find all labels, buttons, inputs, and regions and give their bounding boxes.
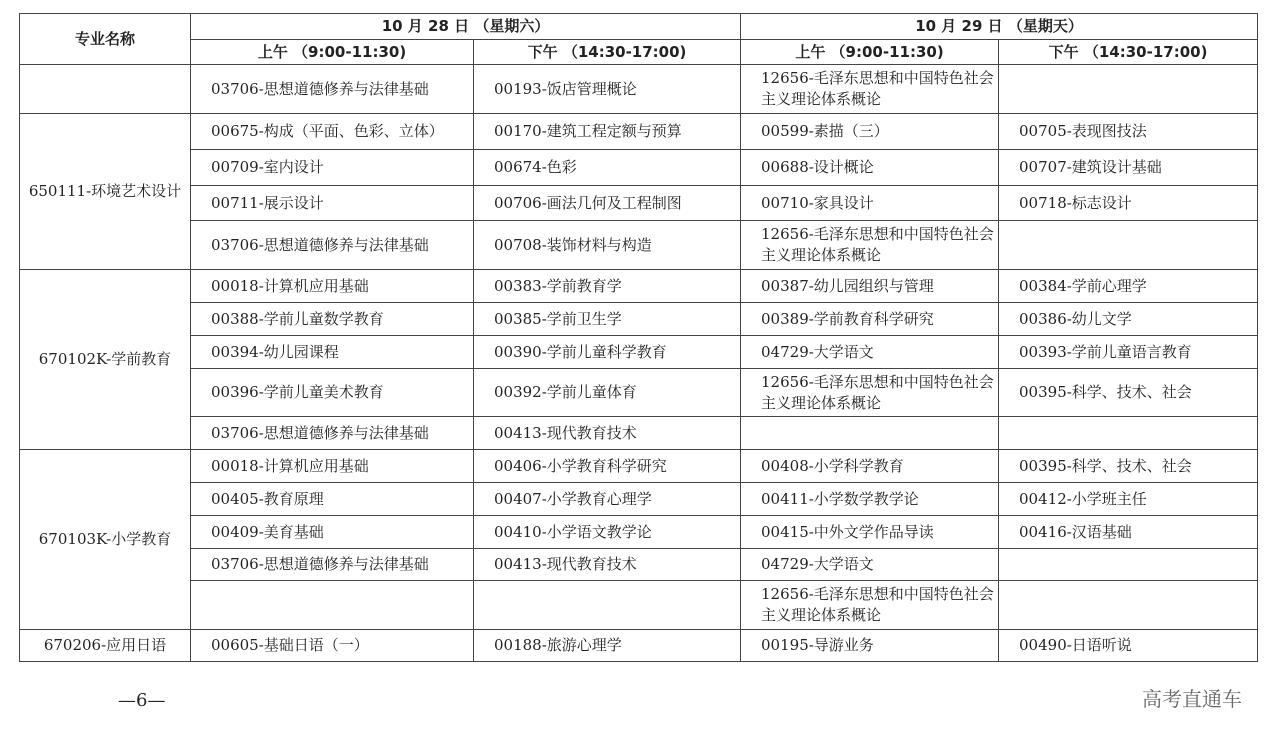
day1-pm-cell: 00383-学前教育学 — [474, 270, 741, 303]
day2-am-cell: 00195-导游业务 — [741, 630, 999, 662]
day1-header: 10 月 28 日 （星期六） — [191, 14, 741, 40]
watermark: 高考直通车 — [1142, 687, 1242, 711]
table-row — [20, 114, 1258, 150]
table-row — [20, 186, 1258, 221]
page-number: —6— — [118, 690, 166, 711]
day2-pm-cell: 00412-小学班主任 — [999, 483, 1258, 516]
day1-pm-cell: 00188-旅游心理学 — [474, 630, 741, 662]
table-row — [20, 65, 1258, 114]
day2-am-cell: 04729-大学语文 — [741, 549, 999, 581]
table-row — [20, 336, 1258, 369]
day2-pm-cell: 00395-科学、技术、社会 — [999, 369, 1258, 417]
day2-am-cell — [741, 417, 999, 450]
exam-schedule-table — [19, 13, 1258, 662]
day1-am-cell: 00409-美育基础 — [191, 516, 474, 549]
day2-pm-cell — [999, 581, 1258, 630]
day1-am-cell: 00388-学前儿童数学教育 — [191, 303, 474, 336]
day1-am-cell — [191, 581, 474, 630]
day1-pm-cell: 00407-小学教育心理学 — [474, 483, 741, 516]
day2-am-cell: 12656-毛泽东思想和中国特色社会主义理论体系概论 — [741, 221, 999, 270]
day2-pm-cell: 00705-表现图技法 — [999, 114, 1258, 150]
day2-am-header: 上午 （9:00-11:30) — [741, 40, 999, 65]
day2-pm-cell — [999, 221, 1258, 270]
day2-pm-header: 下午 （14:30-17:00) — [999, 40, 1258, 65]
day1-am-cell: 00709-室内设计 — [191, 150, 474, 186]
day1-pm-cell: 00385-学前卫生学 — [474, 303, 741, 336]
day2-am-cell: 12656-毛泽东思想和中国特色社会主义理论体系概论 — [741, 65, 999, 114]
day2-am-cell: 00415-中外文学作品导读 — [741, 516, 999, 549]
table-row — [20, 450, 1258, 483]
day1-pm-cell: 00706-画法几何及工程制图 — [474, 186, 741, 221]
day1-pm-cell: 00708-装饰材料与构造 — [474, 221, 741, 270]
day2-pm-cell — [999, 65, 1258, 114]
day2-pm-cell: 00384-学前心理学 — [999, 270, 1258, 303]
day2-pm-cell: 00395-科学、技术、社会 — [999, 450, 1258, 483]
day1-am-cell: 03706-思想道德修养与法律基础 — [191, 65, 474, 114]
day2-am-cell: 12656-毛泽东思想和中国特色社会主义理论体系概论 — [741, 581, 999, 630]
day2-am-cell: 00599-素描（三） — [741, 114, 999, 150]
day2-pm-cell: 00718-标志设计 — [999, 186, 1258, 221]
day1-am-cell: 03706-思想道德修养与法律基础 — [191, 221, 474, 270]
day1-am-cell: 00405-教育原理 — [191, 483, 474, 516]
day1-pm-cell: 00674-色彩 — [474, 150, 741, 186]
table-row — [20, 483, 1258, 516]
day1-pm-cell: 00170-建筑工程定额与预算 — [474, 114, 741, 150]
major-name: 650111-环境艺术设计 — [20, 114, 191, 270]
table-row — [20, 369, 1258, 417]
table-row — [20, 630, 1258, 662]
table-row — [20, 417, 1258, 450]
table-row — [20, 150, 1258, 186]
major-name: 670103K-小学教育 — [20, 450, 191, 630]
day2-am-cell: 00389-学前教育科学研究 — [741, 303, 999, 336]
day2-pm-cell: 00386-幼儿文学 — [999, 303, 1258, 336]
day2-am-cell: 00688-设计概论 — [741, 150, 999, 186]
day2-am-cell: 00710-家具设计 — [741, 186, 999, 221]
day1-pm-cell: 00413-现代教育技术 — [474, 417, 741, 450]
day1-am-cell: 00394-幼儿园课程 — [191, 336, 474, 369]
day1-am-cell: 00396-学前儿童美术教育 — [191, 369, 474, 417]
day1-pm-cell: 00406-小学教育科学研究 — [474, 450, 741, 483]
day1-am-header: 上午 （9:00-11:30) — [191, 40, 474, 65]
day2-pm-cell: 00393-学前儿童语言教育 — [999, 336, 1258, 369]
day1-pm-cell: 00410-小学语文教学论 — [474, 516, 741, 549]
table-row — [20, 549, 1258, 581]
table-row — [20, 303, 1258, 336]
table-row — [20, 221, 1258, 270]
day2-am-cell: 12656-毛泽东思想和中国特色社会主义理论体系概论 — [741, 369, 999, 417]
day1-pm-cell: 00413-现代教育技术 — [474, 549, 741, 581]
day2-am-cell: 04729-大学语文 — [741, 336, 999, 369]
day1-pm-cell: 00193-饭店管理概论 — [474, 65, 741, 114]
day1-am-cell: 00675-构成（平面、色彩、立体） — [191, 114, 474, 150]
day1-am-cell: 03706-思想道德修养与法律基础 — [191, 417, 474, 450]
table-row — [20, 581, 1258, 630]
day1-am-cell: 00711-展示设计 — [191, 186, 474, 221]
day1-am-cell: 03706-思想道德修养与法律基础 — [191, 549, 474, 581]
day1-pm-cell — [474, 581, 741, 630]
day1-am-cell: 00018-计算机应用基础 — [191, 450, 474, 483]
table-row — [20, 270, 1258, 303]
major-name: 670206-应用日语 — [20, 630, 191, 662]
day1-am-cell: 00605-基础日语（一） — [191, 630, 474, 662]
day2-pm-cell — [999, 549, 1258, 581]
day1-pm-cell: 00390-学前儿童科学教育 — [474, 336, 741, 369]
day2-pm-cell: 00490-日语听说 — [999, 630, 1258, 662]
table-row — [20, 516, 1258, 549]
major-name: 670102K-学前教育 — [20, 270, 191, 450]
major-header: 专业名称 — [20, 14, 191, 65]
day2-am-cell: 00408-小学科学教育 — [741, 450, 999, 483]
day1-am-cell: 00018-计算机应用基础 — [191, 270, 474, 303]
major-name — [20, 65, 191, 114]
day2-pm-cell: 00707-建筑设计基础 — [999, 150, 1258, 186]
day1-pm-cell: 00392-学前儿童体育 — [474, 369, 741, 417]
day2-am-cell: 00387-幼儿园组织与管理 — [741, 270, 999, 303]
day2-pm-cell: 00416-汉语基础 — [999, 516, 1258, 549]
day2-am-cell: 00411-小学数学教学论 — [741, 483, 999, 516]
schedule-body — [20, 65, 1258, 662]
day2-header: 10 月 29 日 （星期天） — [741, 14, 1258, 40]
day2-pm-cell — [999, 417, 1258, 450]
day1-pm-header: 下午 （14:30-17:00) — [474, 40, 741, 65]
